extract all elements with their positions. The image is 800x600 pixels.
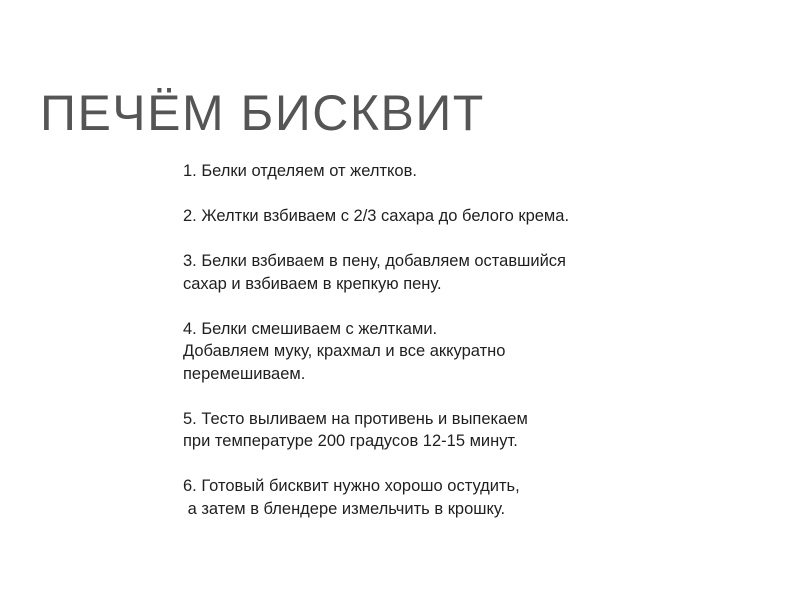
recipe-steps-list bbox=[183, 160, 783, 543]
step-line: 4. Белки смешиваем с желтками. bbox=[183, 319, 438, 338]
step-line: 3. Белки взбиваем в пену, добавляем оставшийся bbox=[183, 252, 566, 270]
recipe-step bbox=[183, 475, 783, 520]
step-line: перемешиваем. bbox=[183, 364, 306, 383]
step-line: 6. Готовый бисквит нужно хорошо остудить, bbox=[183, 477, 520, 495]
recipe-step bbox=[183, 160, 783, 183]
step-line: 1. Белки отделяем от желтков. bbox=[183, 162, 417, 180]
recipe-step bbox=[183, 408, 783, 453]
recipe-step bbox=[183, 205, 783, 228]
step-line: Добавляем муку, крахмал и все аккуратно bbox=[183, 342, 506, 360]
step-line: 5. Тесто выливаем на противень и выпекаем bbox=[183, 409, 528, 428]
recipe-step bbox=[183, 318, 783, 386]
recipe-step bbox=[183, 250, 783, 295]
step-line: сахар и взбиваем в крепкую пену. bbox=[183, 274, 442, 293]
step-line: а затем в блендере измельчить в крошку. bbox=[183, 499, 506, 518]
slide-title: ПЕЧЁМ БИСКВИТ bbox=[40, 85, 485, 141]
step-line: при температуре 200 градусов 12-15 минут. bbox=[183, 432, 518, 450]
step-line: 2. Желтки взбиваем с 2/3 сахара до белого крема. bbox=[183, 207, 570, 225]
